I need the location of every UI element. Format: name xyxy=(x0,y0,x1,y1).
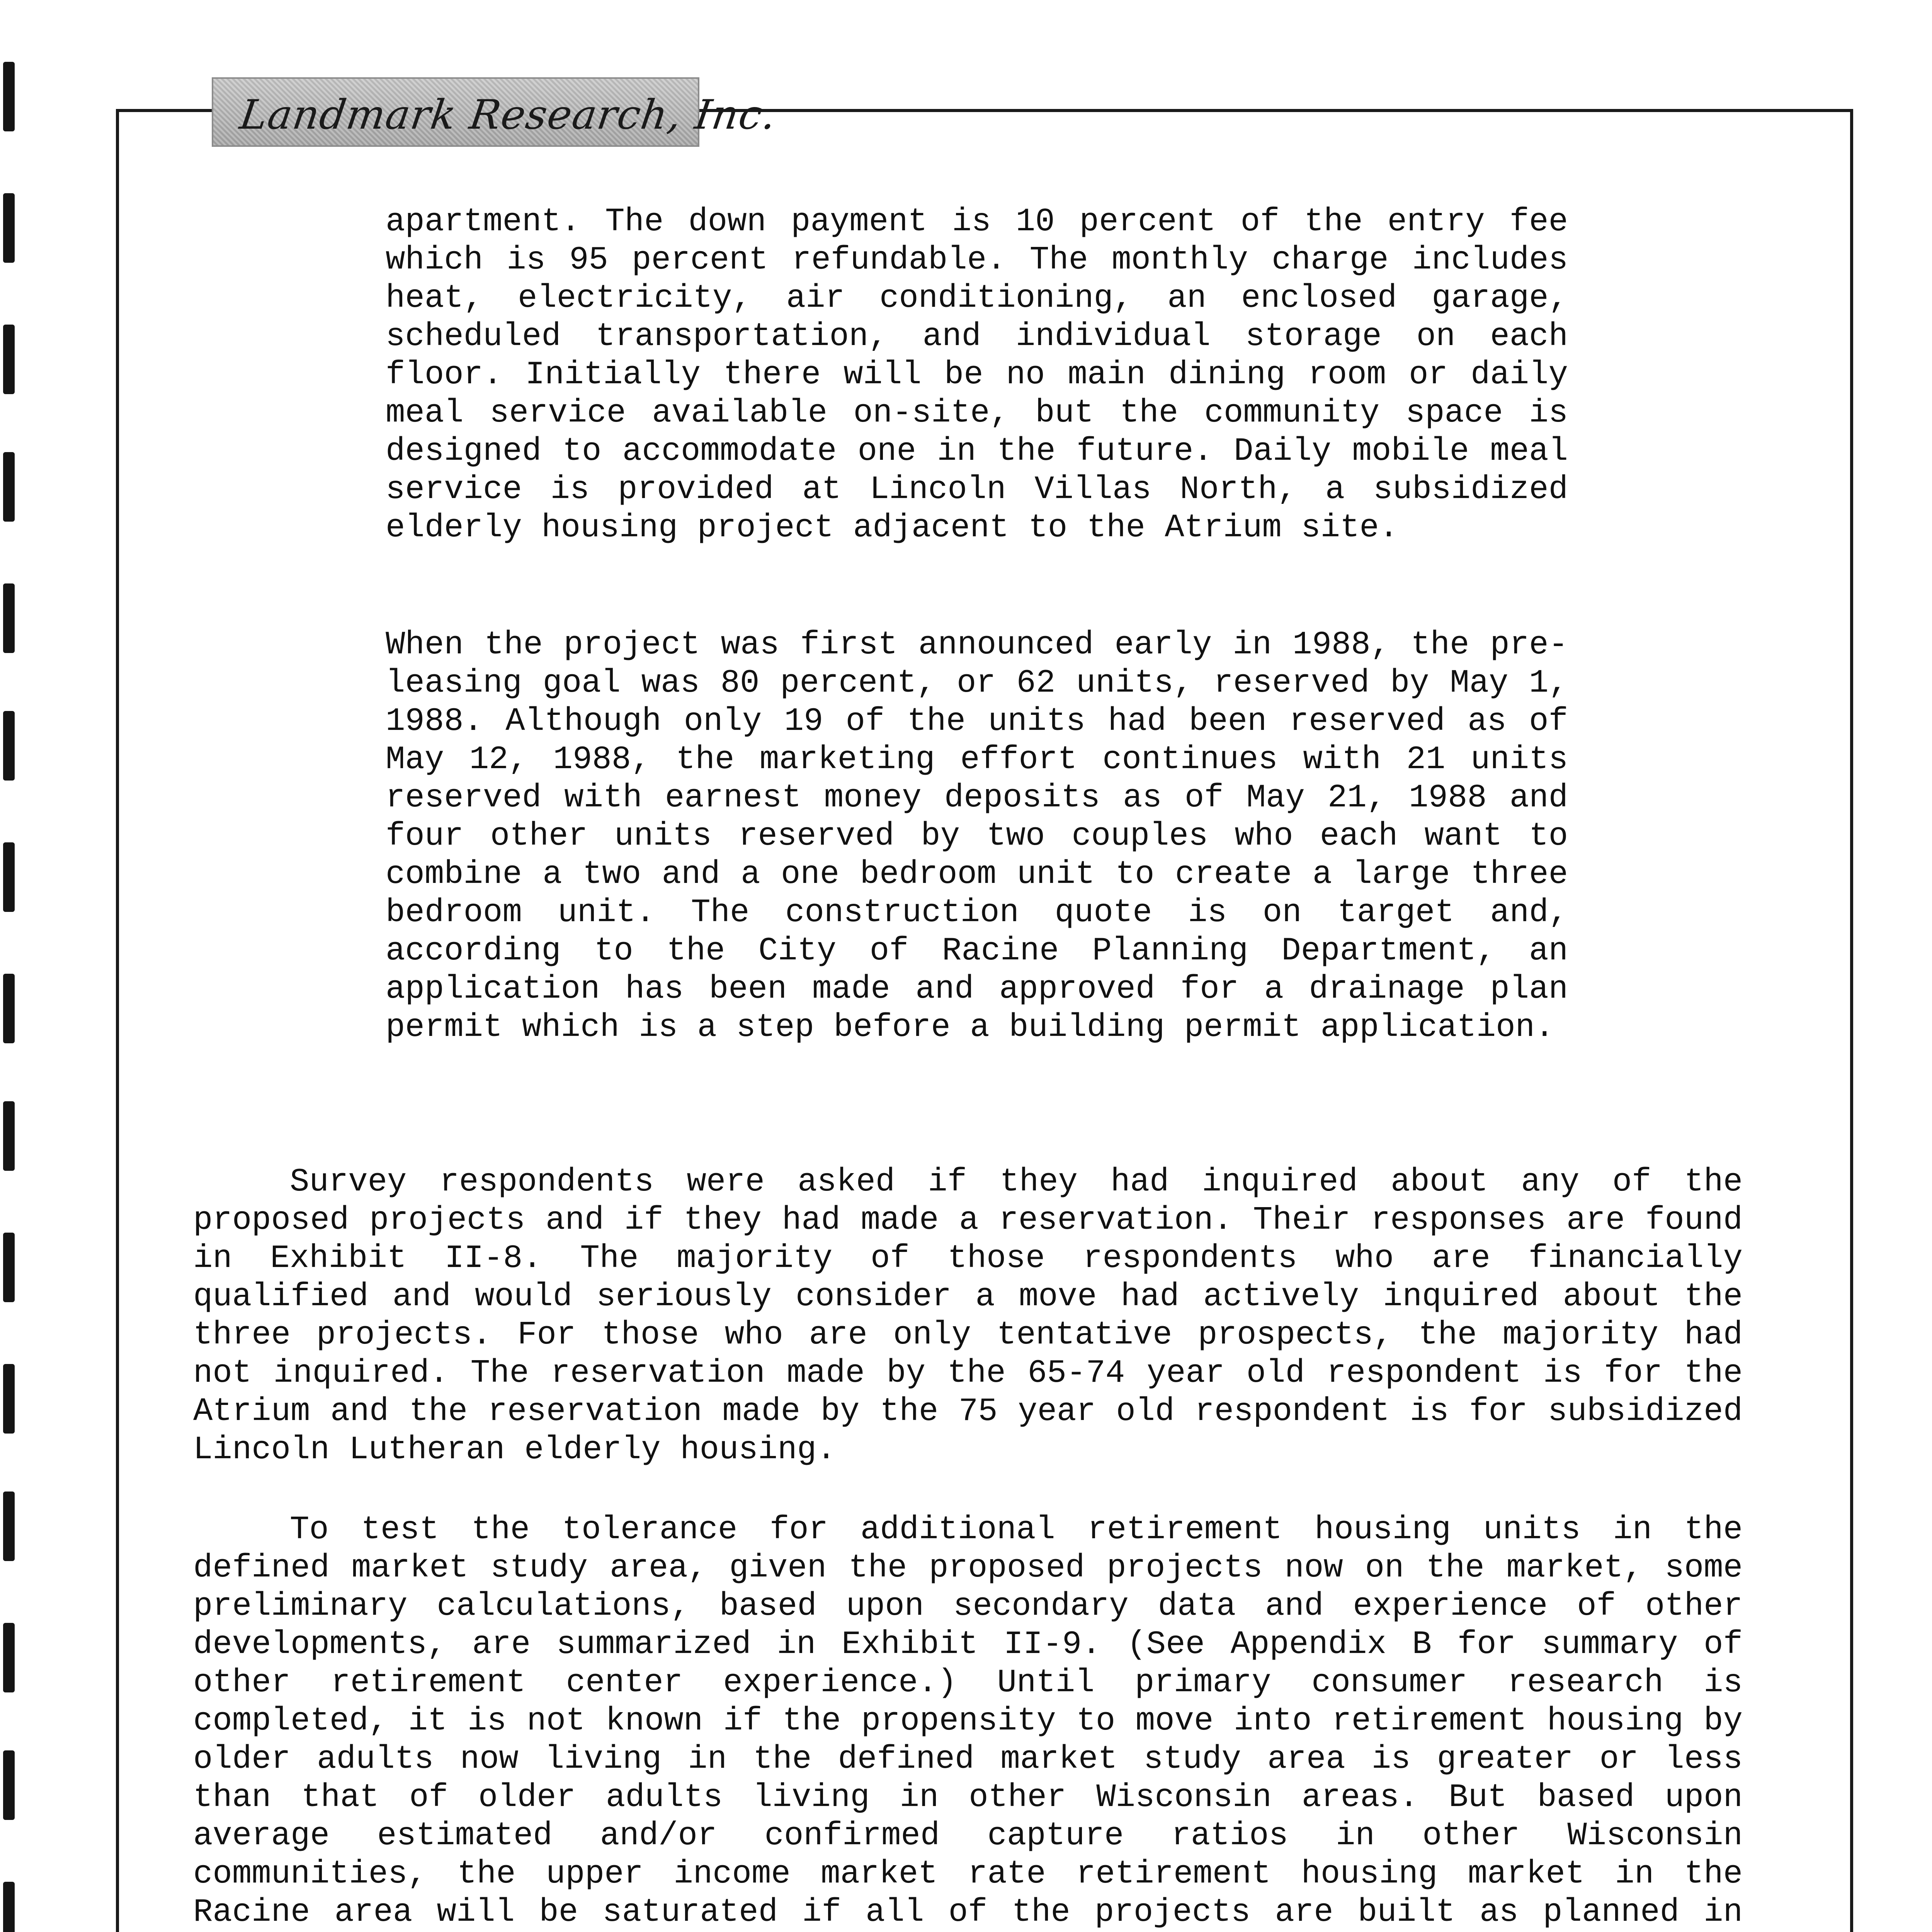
binder-hole xyxy=(3,1623,15,1692)
paragraph-preleasing: When the project was first announced early in 1988, the pre-leasing goal was 80 percent, or 62 units, reserved by May 1, 1988. Although only 19 of the units had been reserved as of May 12, 1988, the marketing effort continues with 21 units reserved with earnest money deposits as of May 21, 1988 and four other units reserved by two couples who each want to combine a two and a one bedroom unit to create a large three bedroom unit. The construction quote is on target and, according to the City of Racine Planning Department, an application has been made and approved for a drainage plan permit which is a step before a building permit application. xyxy=(386,627,1568,1046)
binder-hole xyxy=(3,1364,15,1434)
binder-spine xyxy=(0,0,23,1932)
company-logo-text: Landmark Research, Inc. xyxy=(237,91,780,138)
binder-hole xyxy=(3,62,15,131)
paragraph-market-tolerance: To test the tolerance for additional retirement housing units in the defined market study area, given the proposed projects now on the market, some preliminary calculations, based upon secondary data and experience of other developments, are summarized in Exhibit II-9. (See Appendix B for summary of other retirement center experience.) Until primary consumer research is completed, it is not known if the propensity to move into retirement housing by older adults now living in the defined market study area is greater or less than that of older adults living in other Wisconsin areas. But based upon average estimated and/or confirmed capture ratios in other Wisconsin communities, the upper income market rate retirement housing market in the Racine area will be saturated if all of the projects are built as planned in xyxy=(193,1512,1743,1931)
binder-hole xyxy=(3,452,15,522)
binder-hole xyxy=(3,583,15,653)
binder-hole xyxy=(3,711,15,781)
company-logo xyxy=(212,77,780,147)
binder-hole xyxy=(3,1233,15,1302)
binder-hole xyxy=(3,1492,15,1561)
binder-hole xyxy=(3,1882,15,1932)
paragraph-atrium-services: apartment. The down payment is 10 percent of the entry fee which is 95 percent refundable. The monthly charge includes heat, electricity, air conditioning, an enclosed garage, scheduled transportation, and individual storage on each floor. Initially there will be no main dining room or daily meal service available on-site, but the community space is designed to accommodate one in the future. Daily mobile meal service is provided at Lincoln Villas North, a subsidized elderly housing project adjacent to the Atrium site. xyxy=(386,204,1568,546)
binder-hole xyxy=(3,193,15,263)
binder-hole xyxy=(3,325,15,394)
binder-hole xyxy=(3,974,15,1043)
binder-hole xyxy=(3,842,15,912)
binder-hole xyxy=(3,1101,15,1171)
paragraph-survey-respondents: Survey respondents were asked if they had inquired about any of the proposed projects and if they had made a reservation. Their responses are found in Exhibit II-8. The majority of those respondents who are financially qualified and would seriously consider a move had actively inquired about the three projects. For those who are only tentative prospects, the majority had not inquired. The reservation made by the 65-74 year old respondent is for the Atrium and the reservation made by the 75 year old respondent is for subsidized Lincoln Lutheran elderly housing. xyxy=(193,1164,1743,1468)
binder-hole xyxy=(3,1750,15,1820)
